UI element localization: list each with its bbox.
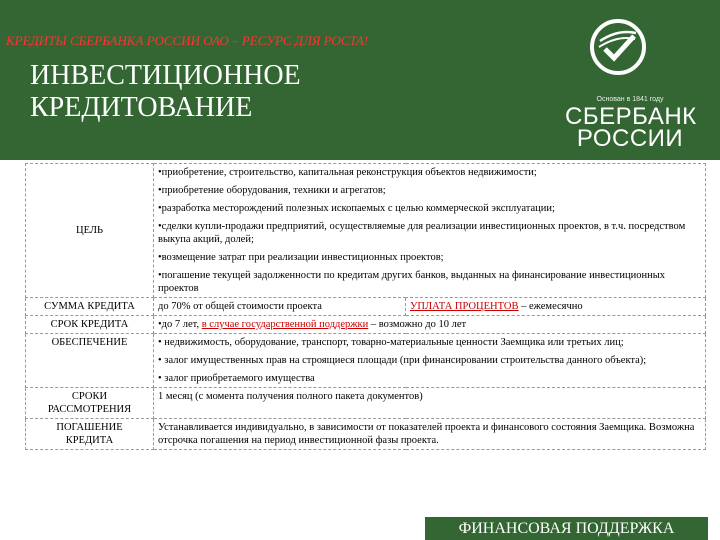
review-label-line-1: СРОКИ [71, 391, 108, 402]
repayment-label-line-2: КРЕДИТА [65, 435, 114, 446]
security-item: • залог имущественных прав на строящиеся площади (при финансировании строительства данного объекта); [158, 355, 647, 366]
credit-terms-table [25, 163, 706, 450]
goal-item: •приобретение оборудования, техники и агрегатов; [158, 185, 386, 196]
logo-name-line-1: СБЕРБАНК [565, 103, 697, 130]
review-label-line-2: РАССМОТРЕНИЯ [47, 404, 132, 415]
table-row-security [26, 334, 706, 388]
repayment-label-line-1: ПОГАШЕНИЕ [56, 422, 123, 433]
table-row-review [26, 388, 706, 419]
amount-label: СУММА КРЕДИТА [26, 298, 154, 316]
tagline: КРЕДИТЫ СБЕРБАНКА РОССИИ ОАО – РЕСУРС ДЛЯ РОСТА! [6, 33, 369, 48]
table-row-repayment [26, 419, 706, 450]
goal-item: •приобретение, строительство, капитальная реконструкция объектов недвижимости; [158, 167, 537, 178]
header-band [0, 0, 720, 160]
security-label: ОБЕСПЕЧЕНИЕ [26, 334, 154, 388]
title-line-2: КРЕДИТОВАНИЕ [30, 92, 253, 123]
goal-item: •сделки купли-продажи предприятий, осуществляемые для реализации инвестиционных проектов, в т.ч. посредством выкупа акций, долей; [158, 221, 686, 245]
review-value: 1 месяц (с момента получения полного пакета документов) [154, 388, 706, 419]
security-item: • залог приобретаемого имущества [158, 373, 315, 384]
sberbank-logo [565, 14, 705, 154]
term-label: СРОК КРЕДИТА [26, 316, 154, 334]
security-item: • недвижимость, оборудование, транспорт, товарно-материальные ценности Заемщика или третьих лиц; [158, 337, 624, 348]
goal-list [154, 164, 706, 298]
footer-badge: ФИНАНСОВАЯ ПОДДЕРЖКА [425, 517, 708, 540]
title-line-1: ИНВЕСТИЦИОННОЕ [30, 60, 301, 91]
logo-name [565, 103, 697, 152]
table-row-amount [26, 298, 706, 316]
page-title [30, 60, 301, 124]
repayment-label [26, 419, 154, 450]
term-value [154, 316, 706, 334]
term-suffix: – возможно до 10 лет [368, 319, 467, 330]
interest-cell [406, 298, 706, 316]
review-label [26, 388, 154, 419]
interest-label: УПЛАТА ПРОЦЕНТОВ [410, 301, 519, 312]
security-list [154, 334, 706, 388]
term-highlight: в случае государственной поддержки [201, 319, 369, 330]
logo-since-text: Основан в 1841 году [596, 96, 664, 103]
goal-item: •разработка месторождений полезных ископаемых с целью коммерческой эксплуатации; [158, 203, 555, 214]
logo-name-line-2: РОССИИ [576, 125, 684, 152]
sberbank-logo-icon [590, 19, 646, 75]
term-prefix: •до 7 лет, [158, 319, 202, 330]
goal-item: •возмещение затрат при реализации инвестиционных проектов; [158, 252, 444, 263]
goal-item: •погашение текущей задолженности по кредитам других банков, выданных на финансирование инвестиционных проектов [158, 270, 666, 294]
amount-value: до 70% от общей стоимости проекта [154, 298, 406, 316]
goal-label: ЦЕЛЬ [26, 164, 154, 298]
interest-value: – ежемесячно [518, 301, 583, 312]
table-row-goal [26, 164, 706, 298]
repayment-value: Устанавливается индивидуально, в зависимости от показателей проекта и финансового состояния Заемщика. Возможна отсрочка погашения на период инвестиционной фазы проекта. [154, 419, 706, 450]
table-row-term [26, 316, 706, 334]
